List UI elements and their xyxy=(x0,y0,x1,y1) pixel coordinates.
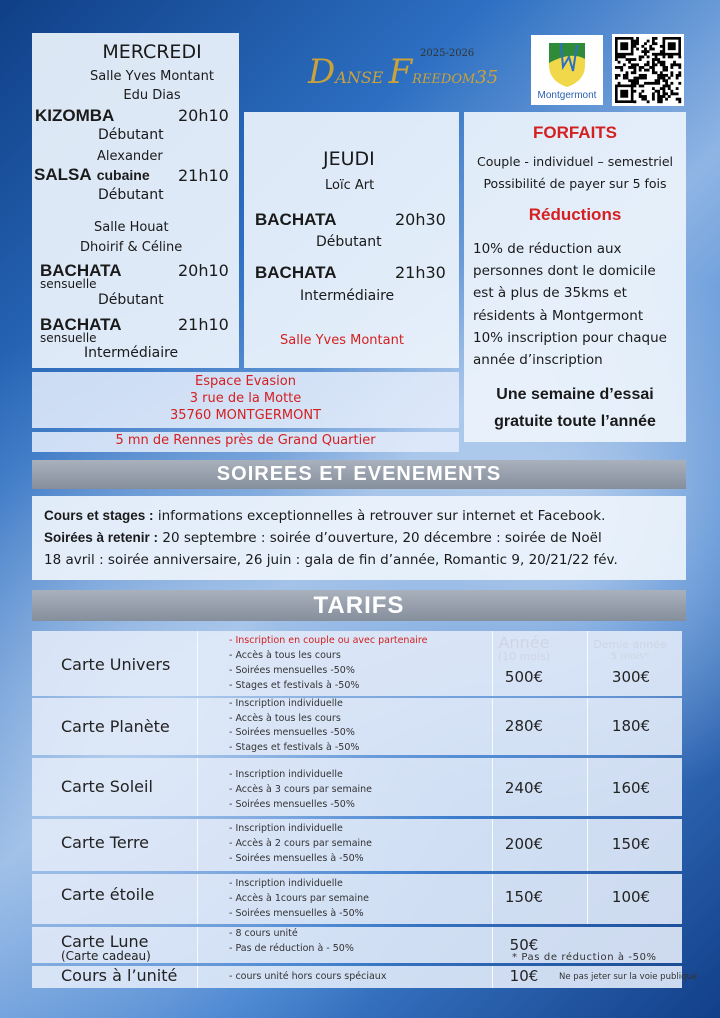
tarif-features xyxy=(229,697,359,755)
soirees-line1-text: informations exceptionnelles à retrouver sur internet et Facebook. xyxy=(153,508,606,524)
address-line1: Espace Evasion xyxy=(195,374,296,389)
jeudi-bachata2-time: 21h30 xyxy=(395,263,446,282)
bachata2-level: Intermédiaire xyxy=(84,345,179,361)
tarif-feature: - Inscription individuelle xyxy=(229,878,343,889)
reduction-line5: 10% inscription pour chaque xyxy=(473,330,667,346)
jeudi-bachata1-dance: BACHATA xyxy=(255,210,337,229)
tarif-name: Carte Univers xyxy=(61,655,171,674)
row-divider xyxy=(197,758,198,816)
reduction-line2: personnes dont le domicile xyxy=(473,263,656,279)
tarif-price-half: 180€ xyxy=(611,717,651,735)
jeudi-bachata2-level: Intermédiaire xyxy=(300,288,395,304)
salsa-dance: SALSA xyxy=(34,165,92,184)
row-divider xyxy=(587,631,588,696)
tarif-row-planete xyxy=(32,698,682,755)
jeudi-teacher: Loïc Art xyxy=(325,178,375,193)
kizomba-level: Débutant xyxy=(98,127,164,143)
tarif-feature: - Accès à tous les cours xyxy=(229,650,341,661)
tarif-feature: - Soirées mensuelles -50% xyxy=(229,799,355,810)
tarif-name: Carte Lune xyxy=(61,932,149,951)
bachata1-sub: sensuelle xyxy=(40,277,97,291)
tarif-row-unite xyxy=(32,966,698,988)
row-divider xyxy=(492,631,493,696)
jeudi-room: Salle Yves Montant xyxy=(280,333,404,348)
tarif-features xyxy=(229,821,372,866)
tarif-price-year: 240€ xyxy=(504,779,544,797)
note-reduction: * Pas de réduction à -50% xyxy=(512,952,657,963)
mercredi-teacher1: Edu Dias xyxy=(123,88,181,103)
trial-line2: gratuite toute l’année xyxy=(494,413,656,430)
tarif-name: Carte Terre xyxy=(61,833,150,852)
reduction-line4: résidents à Montgermont xyxy=(473,308,644,324)
reduction-line6: année d’inscription xyxy=(473,352,603,368)
tarif-features xyxy=(229,876,369,921)
soirees-line2-label: Soirées à retenir : xyxy=(44,530,159,545)
bachata1-time: 20h10 xyxy=(178,261,229,280)
jeudi-bachata1-time: 20h30 xyxy=(395,210,446,229)
mercredi-room2: Salle Houat xyxy=(94,220,169,235)
row-divider xyxy=(492,698,493,755)
tarif-feature: - Accès à 2 cours par semaine xyxy=(229,838,373,849)
tarif-row-etoile xyxy=(32,874,682,924)
tarif-price-year: 150€ xyxy=(504,888,544,906)
salsa-suffix: cubaine xyxy=(96,167,150,183)
tarif-feature: - Accès à tous les cours xyxy=(229,712,341,724)
row-divider xyxy=(197,927,198,963)
kizomba-dance: KIZOMBA xyxy=(35,106,115,125)
tarif-price-half: 150€ xyxy=(611,835,651,853)
bachata1-dance: BACHATA xyxy=(40,261,122,280)
row-divider xyxy=(492,874,493,924)
jeudi-bachata2-dance: BACHATA xyxy=(255,263,337,282)
soirees-banner: SOIREES ET EVENEMENTS xyxy=(32,460,686,489)
soirees-line1-label: Cours et stages : xyxy=(44,508,154,523)
reduction-line3: est à plus de 35kms et xyxy=(473,285,627,301)
trial-line1: Une semaine d’essai xyxy=(496,386,654,403)
forfaits-line1: Couple - individuel – semestriel xyxy=(476,154,673,169)
logo-year: 2025-2026 xyxy=(420,48,475,59)
reduction-line1: 10% de réduction aux xyxy=(473,241,622,257)
mercredi-day: MERCREDI xyxy=(102,41,202,63)
reductions-title: Réductions xyxy=(528,205,622,224)
address-line2: 3 rue de la Motte xyxy=(189,391,302,406)
row-divider xyxy=(197,631,198,696)
address-line3: 35760 MONTGERMONT xyxy=(169,408,322,423)
row-divider xyxy=(197,874,198,924)
tarif-price-year: 10€ xyxy=(509,967,539,985)
mercredi-teacher3: Dhoirif & Céline xyxy=(80,240,183,255)
mercredi-room1: Salle Yves Montant xyxy=(90,69,214,84)
tarif-feature: - Soirées mensuelles -50% xyxy=(229,727,355,738)
row-divider xyxy=(197,966,198,988)
row-divider xyxy=(197,698,198,755)
tarif-feature: - Soirées mensuelles à -50% xyxy=(229,908,364,919)
logo-word-reedom: REEDOM xyxy=(412,72,476,87)
tarif-feature: - Accès à 3 cours par semaine xyxy=(229,784,373,795)
row-divider xyxy=(587,758,588,816)
tarif-price-year: 200€ xyxy=(504,835,544,853)
bachata1-level: Débutant xyxy=(98,292,164,308)
tarif-name: Cours à l’unité xyxy=(61,966,178,985)
tarif-feature: - Soirées mensuelles à -50% xyxy=(229,853,364,864)
soirees-line3: 18 avril : soirée anniversaire, 26 juin : gala de fin d’année, Romantic 9, 20/21/22 fév. xyxy=(44,552,618,568)
tarif-feature: - cours unité hors cours spéciaux xyxy=(229,971,387,982)
note-street: Ne pas jeter sur la voie publique xyxy=(559,972,698,982)
tarif-price-year: 280€ xyxy=(504,717,544,735)
row-divider xyxy=(492,927,493,963)
tarif-features xyxy=(229,926,354,956)
kizomba-time: 20h10 xyxy=(178,106,229,125)
tarif-row-terre xyxy=(32,819,682,871)
bachata2-sub: sensuelle xyxy=(40,331,97,345)
tarif-features xyxy=(229,969,386,984)
logo-number: 35 xyxy=(475,67,499,88)
tarif-feature: - Soirées mensuelles -50% xyxy=(229,665,355,676)
tarif-price-year: 500€ xyxy=(504,668,544,686)
tarif-name: Carte Soleil xyxy=(61,777,153,796)
tarif-feature: - 8 cours unité xyxy=(229,928,298,939)
row-divider xyxy=(492,966,493,988)
tarif-price-year: 50€ xyxy=(509,936,539,954)
mercredi-teacher2: Alexander xyxy=(97,149,163,164)
bachata2-time: 21h10 xyxy=(178,315,229,334)
tarifs-banner: TARIFS xyxy=(32,590,686,621)
tarif-feature: - Pas de réduction à - 50% xyxy=(229,943,354,954)
salsa-time: 21h10 xyxy=(178,166,229,185)
row-divider xyxy=(492,758,493,816)
tarif-price-half: 100€ xyxy=(611,888,651,906)
tarif-feature: - Inscription individuelle xyxy=(229,769,343,780)
row-divider xyxy=(587,698,588,755)
tarif-price-half: 300€ xyxy=(611,668,651,686)
row-divider xyxy=(492,819,493,871)
tarif-name-sub: (Carte cadeau) xyxy=(61,949,151,963)
soirees-line2-text: 20 septembre : soirée d’ouverture, 20 décembre : soirée de Noël xyxy=(158,530,602,546)
tarif-name: Carte Planète xyxy=(61,717,170,736)
tarif-row-univers xyxy=(32,631,682,696)
montgermont-label: Montgermont xyxy=(537,90,597,101)
address-note: 5 mn de Rennes près de Grand Quartier xyxy=(115,433,376,448)
tarif-feature: - Stages et festivals à -50% xyxy=(229,680,360,691)
forfaits-title: FORFAITS xyxy=(532,123,618,142)
jeudi-bachata1-level: Débutant xyxy=(316,234,382,250)
tarif-feature: - Inscription en couple ou avec partenaire xyxy=(229,635,428,646)
tarif-row-soleil xyxy=(32,758,682,816)
row-divider xyxy=(587,874,588,924)
tarif-feature: - Accès à 1cours par semaine xyxy=(229,893,370,904)
tarif-features xyxy=(229,767,372,812)
logo-letter-d: D xyxy=(308,52,336,92)
tarif-features xyxy=(229,633,427,693)
forfaits-line2: Possibilité de payer sur 5 fois xyxy=(483,176,667,191)
logo-letter-f: F xyxy=(388,52,413,92)
bachata2-dance: BACHATA xyxy=(40,315,122,334)
row-divider xyxy=(197,819,198,871)
logo-word-anse: ANSE xyxy=(335,68,384,87)
tarif-feature: - Inscription individuelle xyxy=(229,823,343,834)
tarif-feature: - Stages et festivals à -50% xyxy=(229,741,360,753)
tarif-name: Carte étoile xyxy=(61,885,155,904)
tarif-feature: - Inscription individuelle xyxy=(229,698,343,709)
jeudi-day: JEUDI xyxy=(323,148,375,170)
salsa-level: Débutant xyxy=(98,187,164,203)
tarif-price-half: 160€ xyxy=(611,779,651,797)
row-divider xyxy=(587,819,588,871)
tarif-row-lune xyxy=(32,927,682,963)
